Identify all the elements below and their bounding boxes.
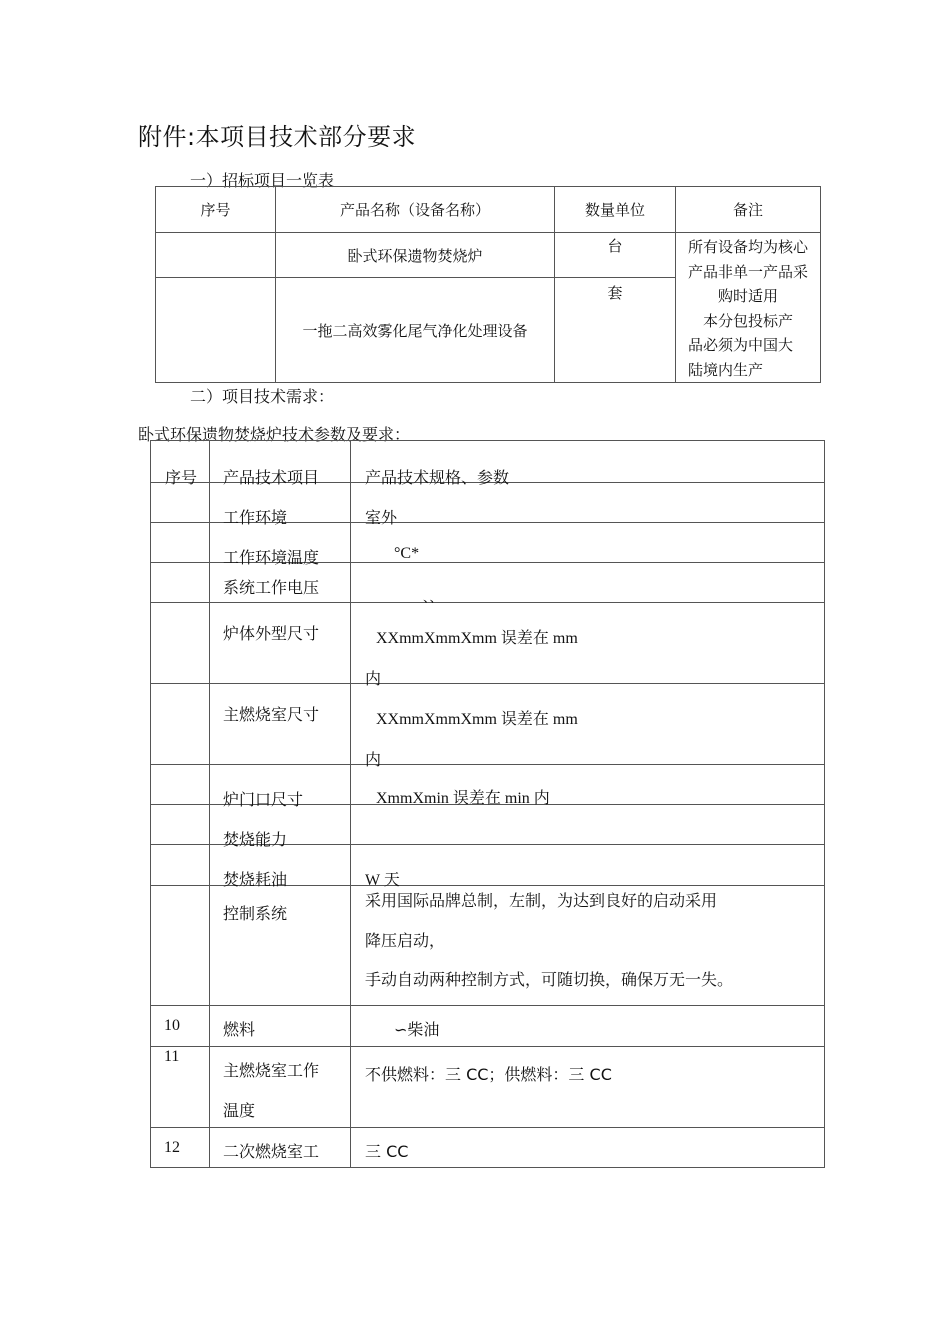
row-spec: ∽柴油: [394, 1020, 440, 1039]
header-no: 序号: [165, 468, 198, 487]
row-no: 12: [164, 1139, 180, 1156]
header-item: 产品技术项目: [223, 468, 320, 487]
row-item: 系统工作电压: [223, 578, 320, 597]
table-row: [151, 523, 825, 563]
row-item: 燃料: [223, 1020, 256, 1039]
row-item: 工作环境: [223, 508, 288, 527]
header-product-name: 产品名称（设备名称）: [276, 187, 555, 233]
remark-line: 所有设备均为核心: [687, 238, 808, 256]
header-quantity-unit: 数量单位: [555, 187, 676, 233]
remark-cell: [676, 233, 821, 383]
row-spec: 室外: [365, 508, 398, 527]
remark-line: 本分包投标产: [702, 311, 793, 330]
table-row: [151, 563, 825, 603]
row-no: [156, 278, 276, 383]
table-row: [151, 603, 825, 684]
remark-line: 产品非单一产品采: [687, 262, 808, 281]
row-spec-line: XXmmXmmXmm 误差在 mm: [376, 711, 578, 728]
row-item: 焚烧能力: [223, 830, 288, 849]
table-row: [156, 233, 821, 278]
row-spec-line: XXmmXmmXmm 误差在 mm: [376, 630, 578, 647]
row-item: 二次燃烧室工: [223, 1142, 320, 1161]
table-row: [151, 765, 825, 805]
table-row: [151, 1047, 825, 1128]
table-header-row: [156, 187, 821, 233]
tech-params-table: [150, 440, 825, 1168]
table-row: [151, 684, 825, 765]
row-spec: °C*: [394, 545, 420, 562]
row-spec: 、、: [423, 591, 443, 606]
bid-items-table: [155, 186, 821, 383]
section2-heading: 二）项目技术需求：: [190, 387, 335, 406]
row-no: 11: [164, 1048, 180, 1065]
row-item: 炉体外型尺寸: [223, 624, 320, 643]
row-spec-line: 手动自动两种控制方式，可随切换，确保万无一失。: [365, 970, 734, 989]
header-remark: 备注: [676, 187, 821, 233]
remark-line: 品必须为中国大: [688, 336, 794, 354]
row-item: 主燃烧室尺寸: [223, 705, 320, 724]
row-item: 炉门口尺寸: [223, 790, 304, 809]
row-product-name: 卧式环保遗物焚烧炉: [276, 233, 555, 278]
table-row: [151, 886, 825, 1006]
row-no: 10: [164, 1017, 180, 1034]
table-row: [151, 1006, 825, 1047]
header-spec: 产品技术规格、参数: [365, 468, 510, 487]
table-row: [151, 1128, 825, 1168]
row-no: [156, 233, 276, 278]
row-spec-line: 采用国际品牌总制，左制，为达到良好的启动采用: [365, 891, 718, 910]
row-unit: 套: [555, 278, 676, 383]
row-item: 控制系统: [223, 904, 288, 923]
row-spec-line: 内: [365, 671, 382, 688]
section1-heading: 一）招标项目一览表: [190, 171, 335, 190]
header-no: 序号: [156, 187, 276, 233]
table-row: [151, 845, 825, 886]
row-item: 工作环境温度: [223, 548, 320, 567]
row-item-line: 温度: [223, 1101, 256, 1120]
page-title: 附件:本项目技术部分要求: [138, 123, 417, 151]
row-spec-line: 降压启动，: [365, 931, 446, 950]
row-spec: 不供燃料：三 CC；供燃料：三 CC: [365, 1065, 612, 1084]
table-row: [151, 483, 825, 523]
row-spec-line: 内: [365, 752, 382, 769]
row-item: 焚烧耗油: [223, 870, 288, 889]
row-unit: 台: [555, 233, 676, 278]
remark-line: 购时适用: [717, 287, 778, 305]
row-spec: XmmXmin 误差在 min 内: [376, 790, 550, 807]
section2-subheading: 卧式环保遗物焚烧炉技术参数及要求：: [138, 425, 411, 444]
row-product-name: 一拖二高效雾化尾气净化处理设备: [276, 278, 555, 383]
row-spec: 三 CC: [365, 1142, 409, 1161]
remark-line: 陆境内生产: [688, 360, 764, 379]
table-row: [151, 805, 825, 845]
row-item-line: 主燃烧室工作: [223, 1061, 320, 1080]
row-spec: W 天: [365, 872, 400, 889]
table-header-row: [151, 441, 825, 483]
